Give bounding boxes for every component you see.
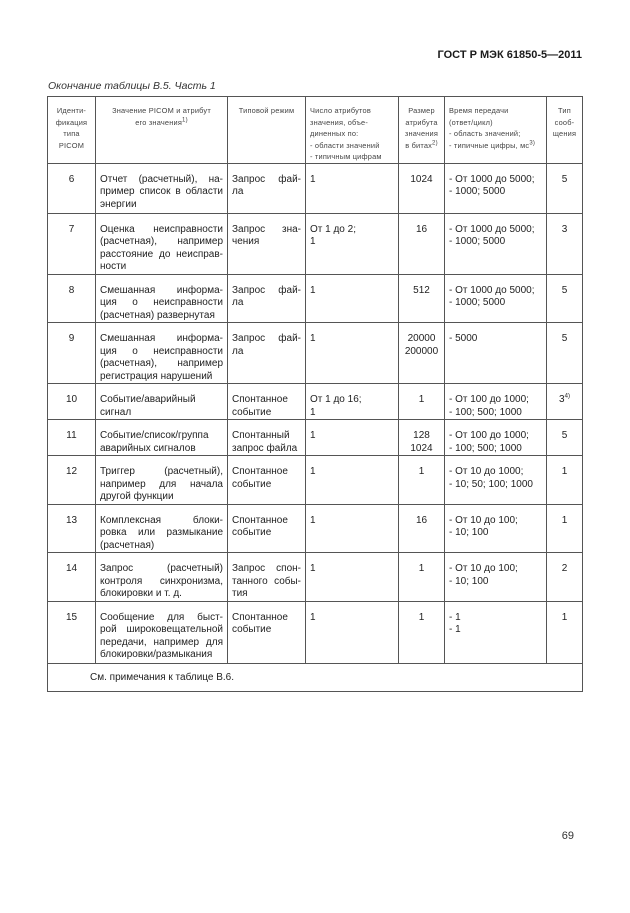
attribute-count-line: 1 <box>310 173 316 185</box>
transfer-time-line: - От 10 до 100; <box>449 514 518 526</box>
page-number: 69 <box>561 830 574 842</box>
col-header-line: Иденти- <box>56 106 87 115</box>
transfer-time-line: - От 10 до 1000; <box>449 466 524 477</box>
col-header-line: - типичные цифры, мс <box>449 140 530 150</box>
picom-value <box>96 323 228 384</box>
picom-id-text: 9 <box>68 333 75 344</box>
table-caption: Окончание таблицы В.5. Часть 1 <box>48 80 216 92</box>
typical-mode-line: Запрос спон- <box>232 563 301 574</box>
typical-mode <box>228 163 306 213</box>
footnote-ref: 4) <box>564 393 570 400</box>
typical-mode-line: Спонтанный <box>232 430 290 441</box>
col-header-id <box>48 97 96 164</box>
attribute-size-line: 1024 <box>410 173 433 185</box>
picom-value-line: Комплексная блоки- <box>100 514 223 526</box>
message-type <box>547 553 583 602</box>
typical-mode-line: Запрос фай- <box>232 333 301 344</box>
picom-id-text: 15 <box>65 611 78 623</box>
picom-id <box>48 163 96 213</box>
picom-value-line: сигнал <box>100 406 132 418</box>
typical-mode <box>228 384 306 420</box>
message-type-text: 3 <box>561 223 568 235</box>
typical-mode-line: запрос файла <box>232 442 298 454</box>
picom-id-text: 10 <box>65 394 78 405</box>
picom-value-line: ности <box>100 261 127 272</box>
picom-value-line: ция о неисправности <box>100 297 223 308</box>
message-type-text: 3 <box>559 394 565 405</box>
transfer-time-line: - 100; 500; 1000 <box>449 406 522 418</box>
col-header-type <box>547 97 583 164</box>
transfer-time <box>445 323 547 384</box>
attribute-count <box>306 420 399 456</box>
attribute-count-line: 1 <box>310 406 316 418</box>
message-type <box>547 213 583 274</box>
transfer-time <box>445 504 547 553</box>
picom-id-text: 8 <box>68 284 75 296</box>
transfer-time <box>445 274 547 323</box>
table-row <box>48 163 583 213</box>
typical-mode-line: ла <box>232 297 244 308</box>
col-header-line: сооб- <box>554 117 575 127</box>
typical-mode-line: чения <box>232 236 260 247</box>
attribute-count <box>306 456 399 505</box>
picom-value-line: пример список в области <box>100 186 223 197</box>
picom-value <box>96 504 228 553</box>
typical-mode-line: событие <box>232 406 272 418</box>
picom-value-line: ровка или размыкание <box>100 527 223 538</box>
attribute-size <box>399 323 445 384</box>
picom-value-line: (расчетная) развернутая <box>100 309 215 321</box>
picom-id <box>48 420 96 456</box>
transfer-time-line: - От 1000 до 5000; <box>449 284 535 296</box>
typical-mode-line: ла <box>232 345 244 357</box>
message-type <box>547 163 583 213</box>
transfer-time-line: - От 1000 до 5000; <box>449 173 535 185</box>
attribute-count-line: 1 <box>310 466 316 477</box>
picom-id <box>48 553 96 602</box>
picom-id-text: 6 <box>68 173 75 185</box>
attribute-count <box>306 323 399 384</box>
typical-mode <box>228 420 306 456</box>
picom-id <box>48 274 96 323</box>
picom-value-line: контроля синхронизма, <box>100 575 223 587</box>
transfer-time-line: - От 10 до 100; <box>449 563 518 574</box>
col-header-line: Число атрибутов <box>310 106 371 115</box>
transfer-time <box>445 420 547 456</box>
transfer-time <box>445 553 547 602</box>
attribute-count <box>306 213 399 274</box>
typical-mode <box>228 601 306 663</box>
col-header-line: фикация <box>55 117 88 127</box>
attribute-count <box>306 163 399 213</box>
transfer-time-line: - От 100 до 1000; <box>449 430 529 441</box>
attribute-count <box>306 274 399 323</box>
picom-id-text: 7 <box>68 223 75 235</box>
message-type-text: 1 <box>561 514 568 526</box>
typical-mode <box>228 274 306 323</box>
typical-mode-line: тия <box>232 588 248 599</box>
attribute-count-line: От 1 до 2; <box>310 223 356 235</box>
col-header-line: Значение PICOM и атрибут <box>112 106 211 115</box>
message-type-text: 1 <box>561 466 568 477</box>
message-type <box>547 456 583 505</box>
col-header-line: PICOM <box>58 140 85 150</box>
picom-value-line: (расчетная), например <box>100 358 223 369</box>
message-type-text: 5 <box>561 173 568 185</box>
picom-id-text: 11 <box>66 430 77 441</box>
col-header-count <box>306 97 399 164</box>
attribute-size-line: 1 <box>418 466 425 477</box>
attribute-size <box>399 213 445 274</box>
attribute-count-line: 1 <box>310 611 316 623</box>
table-row <box>48 274 583 323</box>
picom-value-line: энергии <box>100 198 137 210</box>
typical-mode-line: ла <box>232 186 244 197</box>
picom-id-text: 14 <box>65 563 78 574</box>
transfer-time <box>445 213 547 274</box>
col-header-size <box>399 97 445 164</box>
transfer-time-line: - 5000 <box>449 333 478 344</box>
picom-value <box>96 384 228 420</box>
col-header-line: атрибута <box>405 117 438 127</box>
message-type <box>547 384 583 420</box>
table-row <box>48 323 583 384</box>
col-header-line: его значения <box>135 117 183 127</box>
attribute-size <box>399 456 445 505</box>
message-type-text: 2 <box>561 563 568 574</box>
attribute-count <box>306 553 399 602</box>
attribute-count-line: От 1 до 16; <box>310 394 362 405</box>
picom-id <box>48 601 96 663</box>
col-header-line: (ответ/цикл) <box>449 117 493 127</box>
col-header-line: значения <box>404 129 439 138</box>
col-header-time <box>445 97 547 164</box>
picom-value-line: передачи, например для <box>100 636 223 648</box>
col-header-line: Размер <box>408 106 435 115</box>
transfer-time-line: - 1 <box>449 611 461 623</box>
picom-id-text: 13 <box>65 514 78 526</box>
transfer-time-line: - 10; 100 <box>449 575 489 587</box>
table-row <box>48 456 583 505</box>
table-row <box>48 553 583 602</box>
picom-value-line: Событие/список/группа <box>100 430 209 441</box>
transfer-time-line: - 1 <box>449 624 461 635</box>
picom-value-line: Триггер (расчетный), <box>100 466 223 477</box>
picom-value-line: блокировки и т. д. <box>100 588 182 599</box>
picom-value-line: рой широковещательной <box>100 624 223 635</box>
attribute-size-line: 128 <box>413 430 430 441</box>
attribute-count <box>306 601 399 663</box>
attribute-size-line: 1 <box>418 611 425 623</box>
picom-value-line: расстояние до неисправ- <box>100 248 223 260</box>
picom-value <box>96 274 228 323</box>
attribute-size-line: 512 <box>413 284 430 296</box>
transfer-time-line: - От 100 до 1000; <box>449 394 529 405</box>
attribute-size-line: 1024 <box>410 442 433 454</box>
picom-value-line: регистрация нарушений <box>100 370 213 382</box>
attribute-count <box>306 504 399 553</box>
picom-value-line: Смешанная информа- <box>100 333 223 344</box>
picom-id <box>48 323 96 384</box>
col-header-line: Типовой режим <box>238 106 295 115</box>
col-header-line: типа <box>63 129 80 138</box>
transfer-time-line: - 10; 100 <box>449 527 489 538</box>
col-header-line: диненных по: <box>310 129 359 138</box>
attribute-count-line: 1 <box>310 430 316 441</box>
attribute-size <box>399 163 445 213</box>
picom-id <box>48 213 96 274</box>
transfer-time-line: - От 1000 до 5000; <box>449 223 535 235</box>
attribute-size-line: 1 <box>418 563 425 574</box>
footnote-ref: 1) <box>182 117 188 124</box>
table-row <box>48 601 583 663</box>
col-header-line: щения <box>552 129 577 138</box>
message-type-text: 5 <box>561 333 568 344</box>
message-type <box>547 420 583 456</box>
attribute-size <box>399 274 445 323</box>
col-header-line: в битах <box>405 140 433 150</box>
typical-mode-line: событие <box>232 478 272 490</box>
attribute-size <box>399 504 445 553</box>
footnote-ref: 3) <box>529 140 536 147</box>
picom-value-line: блокировки/размыкания <box>100 649 213 660</box>
transfer-time <box>445 601 547 663</box>
message-type <box>547 504 583 553</box>
typical-mode-line: Запрос зна- <box>232 223 301 235</box>
picom-value-line: аварийных сигналов <box>100 442 196 454</box>
table-header-row <box>48 97 583 164</box>
typical-mode <box>228 323 306 384</box>
attribute-size-line: 1 <box>418 394 425 405</box>
picom-value-line: Сообщение для быст- <box>100 611 223 623</box>
typical-mode-line: Спонтанное <box>232 611 288 623</box>
typical-mode-line: Спонтанное <box>232 514 288 526</box>
typical-mode-line: событие <box>232 527 272 538</box>
picom-value-line: Запрос (расчетный) <box>100 563 223 574</box>
picom-value-line: Отчет (расчетный), на- <box>100 173 223 185</box>
picom-id <box>48 456 96 505</box>
typical-mode <box>228 456 306 505</box>
message-type-text: 5 <box>561 284 568 296</box>
picom-value <box>96 420 228 456</box>
typical-mode-line: танного собы- <box>232 575 301 587</box>
picom-value-line: ция о неисправности <box>100 345 223 357</box>
attribute-count-line: 1 <box>310 284 316 296</box>
col-header-line: - типичным цифрам <box>310 152 382 161</box>
table-row <box>48 420 583 456</box>
transfer-time-line: - 1000; 5000 <box>449 186 506 197</box>
picom-value-line: Оценка неисправности <box>100 223 223 235</box>
table-row <box>48 504 583 553</box>
picom-value-line: (расчетная), например <box>100 236 223 247</box>
typical-mode <box>228 213 306 274</box>
message-type <box>547 274 583 323</box>
picom-value-line: Смешанная информа- <box>100 284 223 296</box>
col-header-line: значения, объе- <box>310 117 368 127</box>
document-code: ГОСТ Р МЭК 61850-5—2011 <box>437 49 582 61</box>
picom-table <box>47 96 583 692</box>
attribute-count-line: 1 <box>310 236 316 247</box>
typical-mode <box>228 504 306 553</box>
transfer-time-line: - 1000; 5000 <box>449 236 506 247</box>
notes-row <box>48 663 583 691</box>
picom-value <box>96 601 228 663</box>
col-header-line: - область значений; <box>449 129 521 138</box>
attribute-size-line: 16 <box>415 514 428 526</box>
col-header-value <box>96 97 228 164</box>
picom-value <box>96 553 228 602</box>
message-type-text: 1 <box>561 611 568 623</box>
typical-mode-line: Запрос фай- <box>232 284 301 296</box>
typical-mode-line: Спонтанное <box>232 466 288 477</box>
transfer-time <box>445 163 547 213</box>
typical-mode <box>228 553 306 602</box>
picom-value-line: Событие/аварийный <box>100 394 196 405</box>
table-notes: См. примечания к таблице В.6. <box>48 663 583 691</box>
picom-value <box>96 163 228 213</box>
table-row <box>48 213 583 274</box>
transfer-time-line: - 10; 50; 100; 1000 <box>449 478 533 490</box>
attribute-size-line: 16 <box>415 223 428 235</box>
transfer-time <box>445 384 547 420</box>
attribute-size <box>399 420 445 456</box>
picom-value <box>96 456 228 505</box>
attribute-count <box>306 384 399 420</box>
picom-value-line: другой функции <box>100 491 174 502</box>
message-type <box>547 323 583 384</box>
attribute-size <box>399 553 445 602</box>
attribute-count-line: 1 <box>310 514 316 526</box>
transfer-time-line: - 1000; 5000 <box>449 297 506 308</box>
transfer-time-line: - 100; 500; 1000 <box>449 442 522 454</box>
transfer-time <box>445 456 547 505</box>
message-type-text: 5 <box>561 430 568 441</box>
picom-id <box>48 384 96 420</box>
col-header-line: - области значений <box>310 140 380 150</box>
table-row <box>48 384 583 420</box>
attribute-size <box>399 601 445 663</box>
picom-value-line: (расчетная) <box>100 539 155 551</box>
footnote-ref: 2) <box>432 140 438 147</box>
typical-mode-line: Спонтанное <box>232 394 288 405</box>
col-header-line: Тип <box>558 106 571 115</box>
typical-mode-line: Запрос фай- <box>232 173 301 185</box>
col-header-mode <box>228 97 306 164</box>
picom-id <box>48 504 96 553</box>
attribute-count-line: 1 <box>310 333 316 344</box>
picom-id-text: 12 <box>65 466 78 477</box>
typical-mode-line: событие <box>232 624 272 635</box>
picom-value-line: например для начала <box>100 478 223 490</box>
attribute-size-line: 20000 <box>407 333 436 344</box>
attribute-size-line: 200000 <box>404 345 439 357</box>
picom-value <box>96 213 228 274</box>
attribute-count-line: 1 <box>310 563 316 574</box>
attribute-size <box>399 384 445 420</box>
message-type <box>547 601 583 663</box>
col-header-line: Время передачи <box>449 106 509 115</box>
